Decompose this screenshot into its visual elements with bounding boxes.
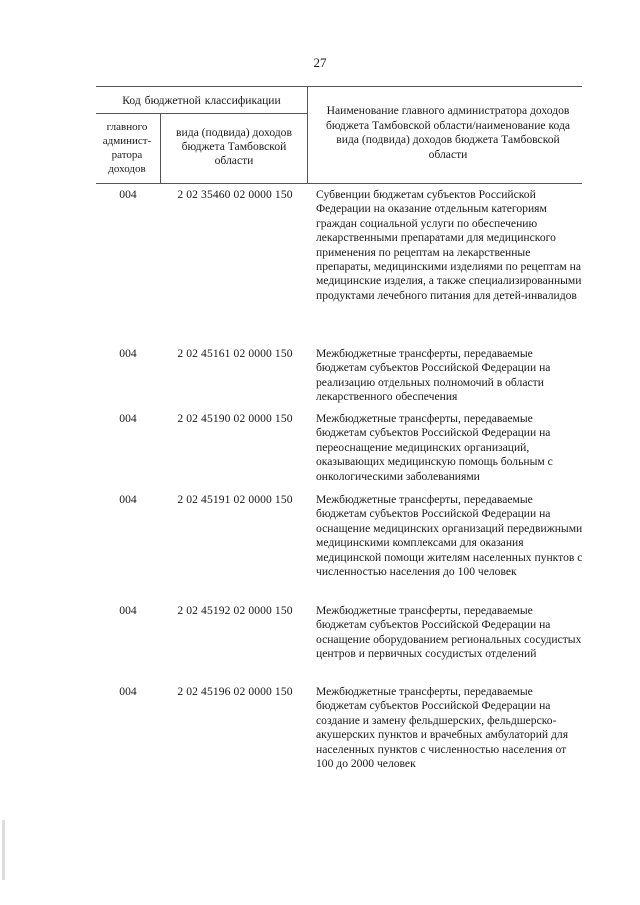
header-group-rule [96, 113, 307, 114]
row-4-income-code: 2 02 45191 02 0000 150 [177, 493, 293, 506]
row-6-income-code: 2 02 45196 02 0000 150 [177, 685, 293, 698]
row-4-admin-code: 004 [119, 493, 137, 506]
header-top-rule [96, 86, 582, 87]
header-divider-admin-code [160, 113, 161, 183]
row-4-name: Межбюджетные трансферты, передаваемые бюджетам субъектов Российской Федерации на оснащение медицинских организаций передвижными медицинскими комплексами для оказания медицинской помощи жителям населенных пунктов с численностью населения до 100 человек [316, 493, 583, 579]
row-2-admin-code: 004 [119, 347, 137, 360]
page-number: 27 [313, 55, 327, 70]
header-col-admin: главного админист-ратора доходов [102, 121, 152, 175]
row-6-name: Межбюджетные трансферты, передаваемые бюджетам субъектов Российской Федерации на создание и замену фельдшерских, фельдшерско-акушерских пунктов и врачебных амбулаторий для населенных пунктов с численностью населения от 100 до 2000 человек [316, 685, 569, 771]
row-2-income-code: 2 02 45161 02 0000 150 [177, 347, 293, 360]
header-col-code: вида (подвида) доходов бюджета Тамбовской области [176, 126, 292, 167]
header-divider-code-name [307, 86, 308, 183]
row-2-name: Межбюджетные трансферты, передаваемые бюджетам субъектов Российской Федерации на реализацию отдельных полномочий в области лекарственного обеспечения [316, 347, 551, 404]
header-col-name: Наименование главного администратора доходов бюджета Тамбовской области/наименование кода вида (подвида) доходов бюджета Тамбовской области [325, 104, 571, 161]
scan-edge-artifact [2, 820, 5, 880]
row-3-admin-code: 004 [119, 412, 137, 425]
row-1-admin-code: 004 [119, 188, 137, 201]
header-bottom-rule [96, 183, 582, 184]
row-1-name: Субвенции бюджетам субъектов Российской Федерации на оказание отдельным категориям граждан социальной услуги по обеспечению лекарственными препаратами для медицинского применения по рецептам на лекарственные препараты, медицинскими изделиями по рецептам на медицинские изделия, а также специализированными продуктами лечебного питания для детей-инвалидов [316, 188, 582, 302]
row-5-name: Межбюджетные трансферты, передаваемые бюджетам субъектов Российской Федерации на оснащение оборудованием региональных сосудистых центров и первичных сосудистых отделений [316, 604, 582, 661]
row-5-income-code: 2 02 45192 02 0000 150 [177, 604, 293, 617]
row-1-income-code: 2 02 35460 02 0000 150 [177, 188, 293, 201]
row-3-income-code: 2 02 45190 02 0000 150 [177, 412, 293, 425]
row-5-admin-code: 004 [119, 604, 137, 617]
header-group-title: Код бюджетной классификации [122, 94, 281, 107]
row-6-admin-code: 004 [119, 685, 137, 698]
row-3-name: Межбюджетные трансферты, передаваемые бюджетам субъектов Российской Федерации на переоснащение медицинских организаций, оказывающих медицинскую помощь больным с онкологическими заболеваниями [316, 412, 553, 483]
